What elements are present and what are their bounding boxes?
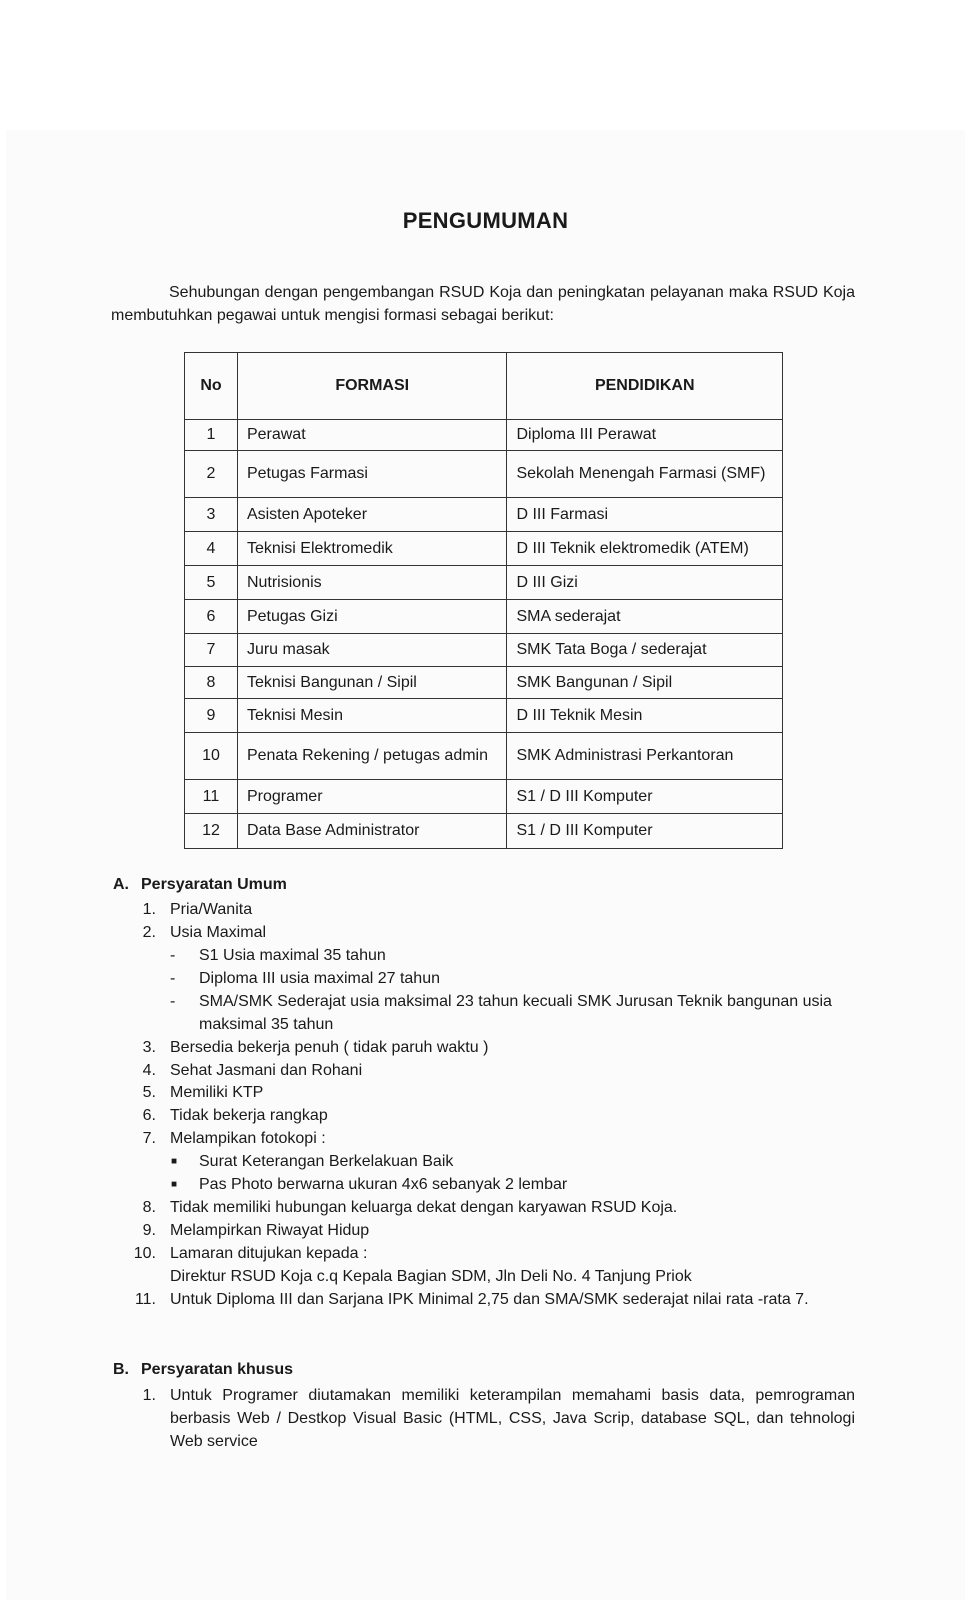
row-formasi: Teknisi Elektromedik xyxy=(237,532,507,566)
row-pendidikan: SMK Bangunan / Sipil xyxy=(507,667,783,699)
table-row xyxy=(185,532,783,566)
row-pendidikan: D III Gizi xyxy=(507,566,783,600)
row-no: 6 xyxy=(185,600,238,634)
table-row xyxy=(185,780,783,814)
table-row xyxy=(185,600,783,634)
row-pendidikan: S1 / D III Komputer xyxy=(507,780,783,814)
row-formasi: Perawat xyxy=(237,420,507,451)
row-pendidikan: Diploma III Perawat xyxy=(507,420,783,451)
square-bullet-icon: ■ xyxy=(171,1156,178,1167)
row-formasi: Juru masak xyxy=(237,634,507,667)
table-row xyxy=(185,699,783,733)
row-pendidikan: SMK Administrasi Perkantoran xyxy=(507,733,783,780)
table-row xyxy=(185,634,783,667)
row-pendidikan: D III Teknik elektromedik (ATEM) xyxy=(507,532,783,566)
row-formasi: Nutrisionis xyxy=(237,566,507,600)
header-no: No xyxy=(185,353,238,420)
row-formasi: Penata Rekening / petugas admin xyxy=(237,733,507,780)
section-a-letter: A. xyxy=(113,876,129,893)
row-pendidikan: D III Farmasi xyxy=(507,498,783,532)
section-b-title: Persyaratan khusus xyxy=(141,1361,294,1378)
row-pendidikan: SMA sederajat xyxy=(507,600,783,634)
row-no: 2 xyxy=(185,451,238,498)
table-row xyxy=(185,814,783,849)
formasi-table xyxy=(184,352,783,849)
page-title: PENGUMUMAN xyxy=(402,208,569,233)
table-row xyxy=(185,566,783,600)
intro-paragraph: Sehubungan dengan pengembangan RSUD Koja dan peningkatan pelayanan maka RSUD Koja membutuhkan pegawai untuk mengisi formasi sebagai berikut: xyxy=(111,284,855,324)
row-no: 7 xyxy=(185,634,238,667)
row-formasi: Petugas Farmasi xyxy=(237,451,507,498)
header-formasi: FORMASI xyxy=(237,353,507,420)
table-row xyxy=(185,733,783,780)
row-formasi: Programer xyxy=(237,780,507,814)
row-formasi: Data Base Administrator xyxy=(237,814,507,849)
table-row xyxy=(185,498,783,532)
row-no: 12 xyxy=(185,814,238,849)
row-pendidikan: D III Teknik Mesin xyxy=(507,699,783,733)
header-pendidikan: PENDIDIKAN xyxy=(507,353,783,420)
table-row xyxy=(185,420,783,451)
row-formasi: Petugas Gizi xyxy=(237,600,507,634)
row-pendidikan: Sekolah Menengah Farmasi (SMF) xyxy=(507,451,783,498)
row-no: 9 xyxy=(185,699,238,733)
row-no: 1 xyxy=(185,420,238,451)
table-header-row xyxy=(185,353,783,420)
row-pendidikan: S1 / D III Komputer xyxy=(507,814,783,849)
row-no: 4 xyxy=(185,532,238,566)
row-no: 11 xyxy=(185,780,238,814)
table-row xyxy=(185,451,783,498)
document-page xyxy=(6,130,965,1600)
section-b-letter: B. xyxy=(113,1361,129,1378)
row-no: 3 xyxy=(185,498,238,532)
row-pendidikan: SMK Tata Boga / sederajat xyxy=(507,634,783,667)
row-formasi: Teknisi Bangunan / Sipil xyxy=(237,667,507,699)
row-no: 5 xyxy=(185,566,238,600)
row-no: 8 xyxy=(185,667,238,699)
section-b-heading xyxy=(113,1361,293,1379)
row-formasi: Teknisi Mesin xyxy=(237,699,507,733)
table-row xyxy=(185,667,783,699)
row-formasi: Asisten Apoteker xyxy=(237,498,507,532)
row-no: 10 xyxy=(185,733,238,780)
section-a-title: Persyaratan Umum xyxy=(141,876,287,893)
section-a-heading xyxy=(113,876,287,894)
square-bullet-icon: ■ xyxy=(171,1179,178,1190)
